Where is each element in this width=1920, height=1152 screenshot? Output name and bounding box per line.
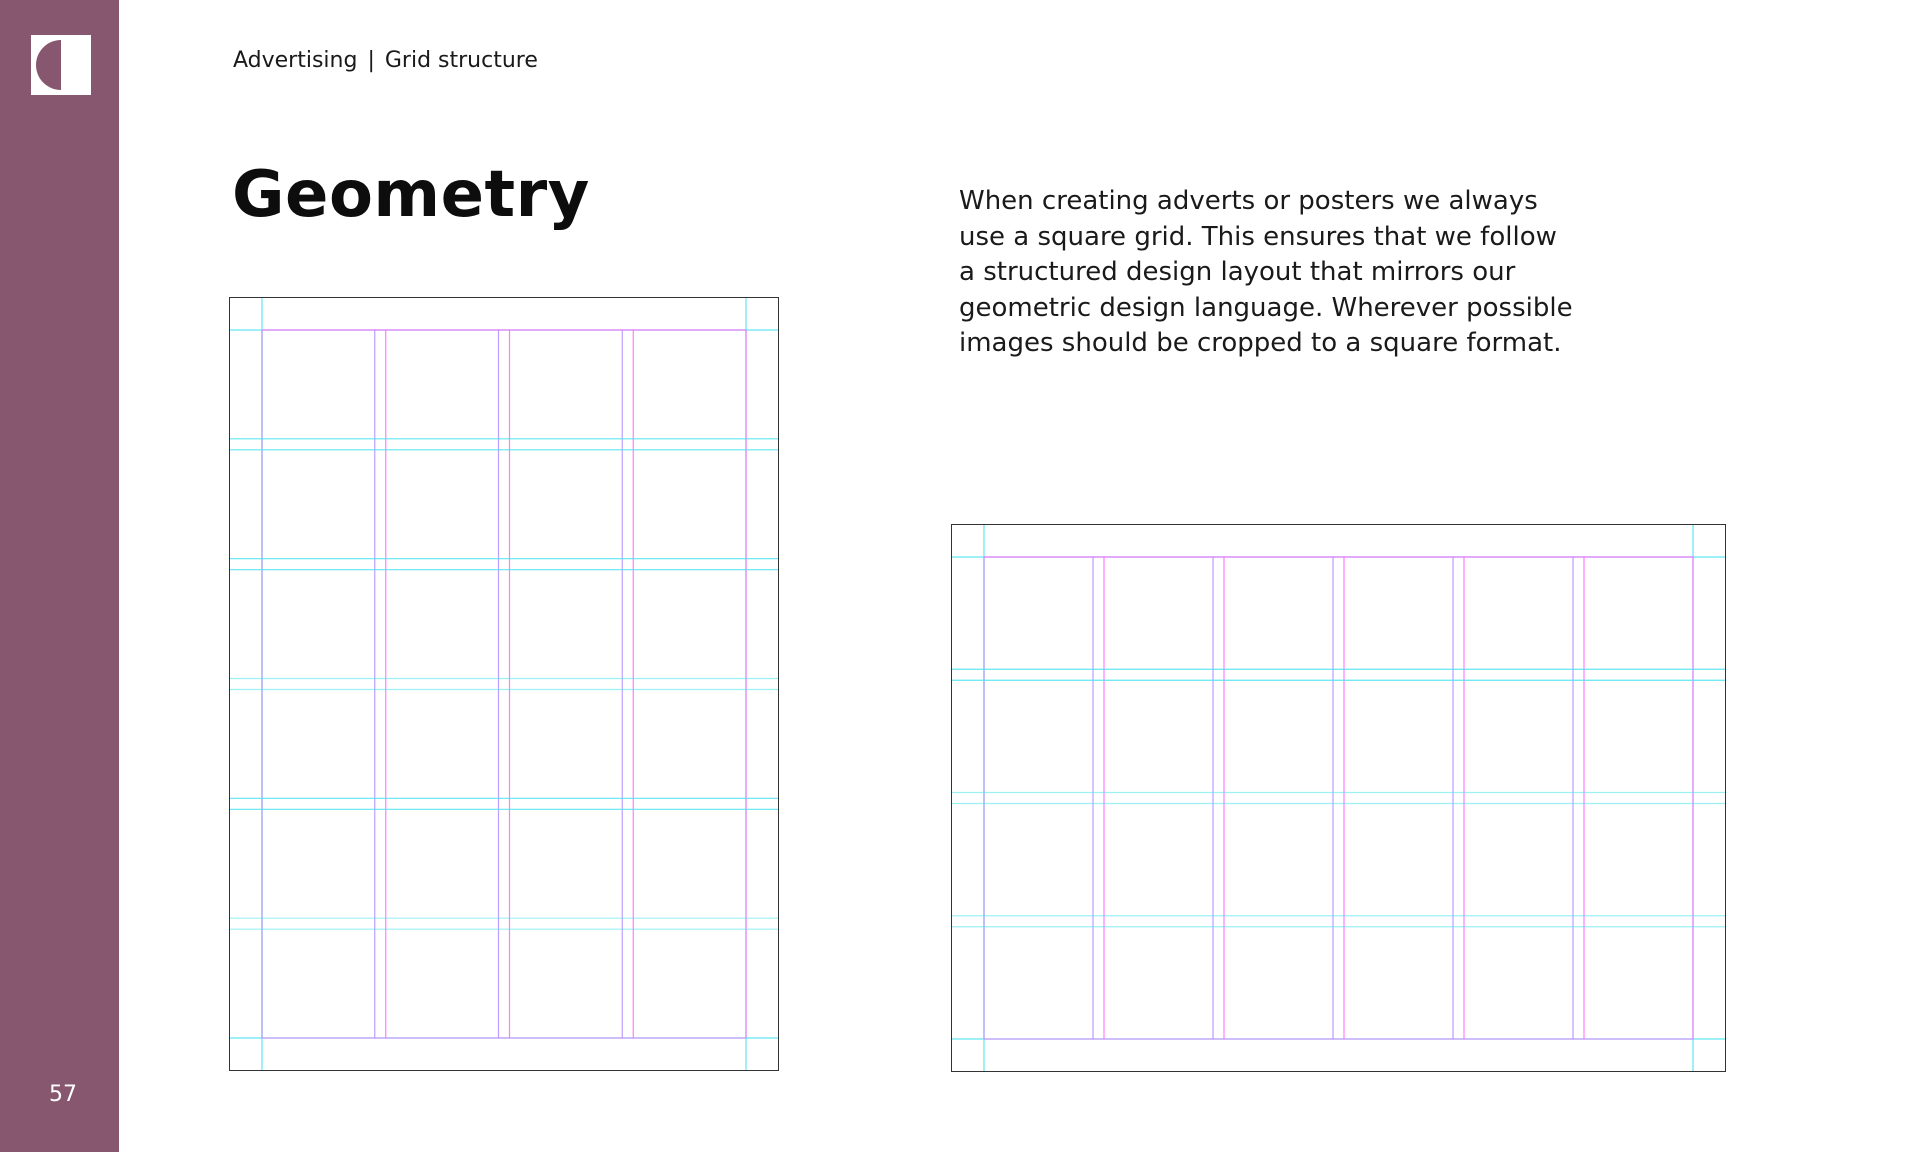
breadcrumb-page: Grid structure [384,48,538,73]
portrait-grid-guides [230,298,778,1070]
landscape-grid-diagram [951,524,1726,1072]
breadcrumb-separator: | [367,48,375,73]
portrait-grid-diagram [229,297,779,1071]
body-paragraph: When creating adverts or posters we always use a square grid. This ensures that we follow a structured design layout that mirrors our geometric design language. Wherever possible images should be cropped to a square format. [959,186,1573,358]
page-title: Geometry [232,158,590,232]
half-circle-square-logo-icon [31,35,91,95]
breadcrumb-section: Advertising [233,48,358,73]
page-number: 57 [49,1082,77,1107]
sidebar [0,0,119,1152]
breadcrumb [233,48,538,73]
logo [31,35,91,95]
landscape-grid-guides [952,525,1725,1071]
